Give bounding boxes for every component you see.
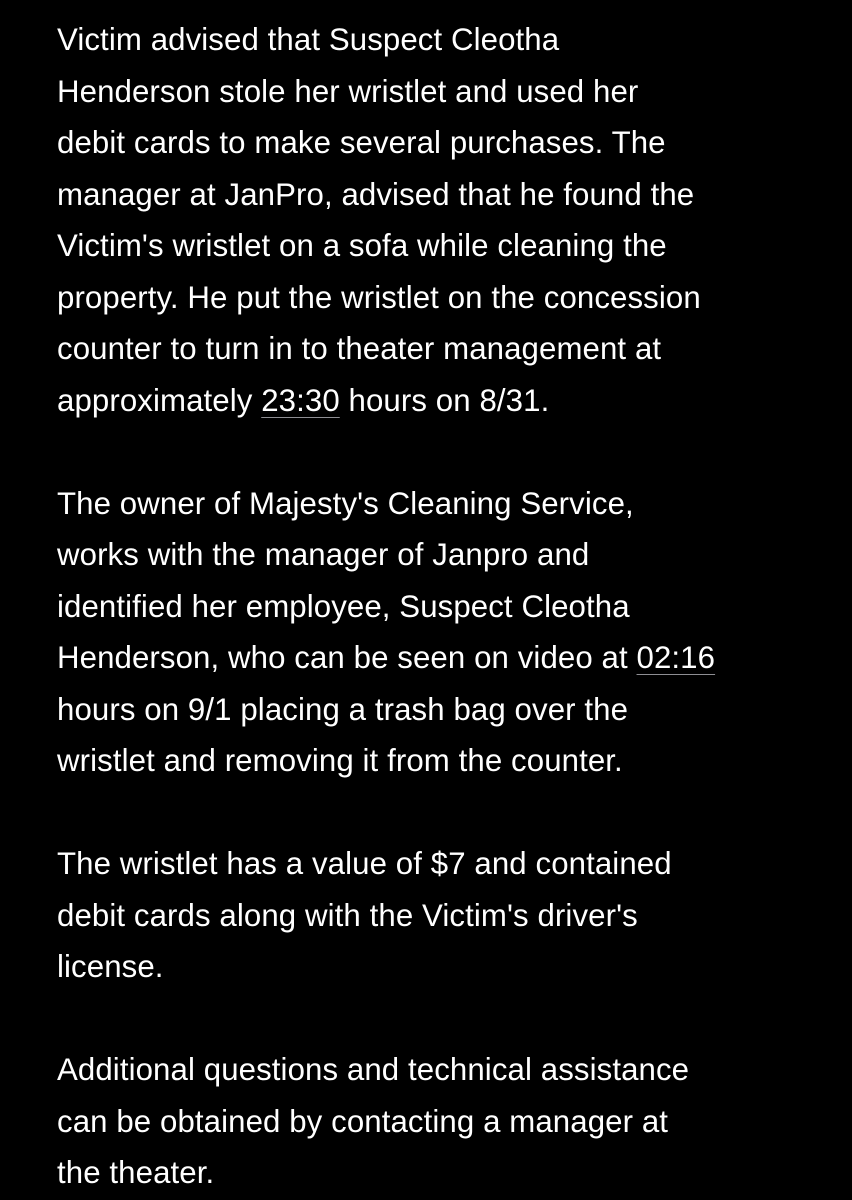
paragraph-gap [57, 993, 837, 1045]
paragraph-gap [57, 787, 837, 839]
text-line: the theater. [57, 1155, 215, 1190]
paragraph-contact-info [57, 1044, 837, 1199]
paragraph-suspect-identification [57, 478, 837, 787]
text-line: identified her employee, Suspect Cleotha [57, 588, 630, 624]
text-line: debit cards along with the Victim's driver's [57, 897, 638, 933]
text-line: Victim's wristlet on a sofa while cleaning the [57, 228, 667, 263]
text-fragment: approximately [57, 382, 262, 418]
text-line: debit cards to make several purchases. The [57, 125, 666, 160]
note-body[interactable] [57, 14, 837, 1199]
text-line: Henderson stole her wristlet and used her [57, 73, 639, 109]
text-line: works with the manager of Janpro and [57, 537, 590, 572]
text-line: counter to turn in to theater management at [57, 331, 662, 366]
text-line: can be obtained by contacting a manager at [57, 1103, 669, 1139]
text-line: license. [57, 949, 164, 984]
text-line: Victim advised that Suspect Cleotha [57, 22, 560, 57]
text-line: The owner of Majesty's Cleaning Service, [57, 485, 634, 521]
time-link-2330[interactable]: 23:30 [261, 382, 340, 418]
text-fragment: Henderson, who can be seen on video at [57, 640, 637, 675]
paragraph-gap [57, 426, 837, 478]
paragraph-incident-report [57, 14, 837, 426]
paragraph-wristlet-value [57, 838, 837, 993]
text-line: Additional questions and technical assistance [57, 1052, 690, 1087]
text-line [57, 632, 837, 684]
text-line: hours on 9/1 placing a trash bag over the [57, 691, 629, 727]
text-line: The wristlet has a value of $7 and contained [57, 846, 672, 881]
text-fragment: hours on 8/31. [339, 382, 550, 418]
text-line [57, 375, 837, 427]
time-link-0216[interactable]: 02:16 [636, 640, 716, 675]
text-line: manager at JanPro, advised that he found the [57, 176, 695, 212]
text-line: wristlet and removing it from the counter. [57, 743, 623, 778]
text-line: property. He put the wristlet on the concession [57, 279, 701, 315]
